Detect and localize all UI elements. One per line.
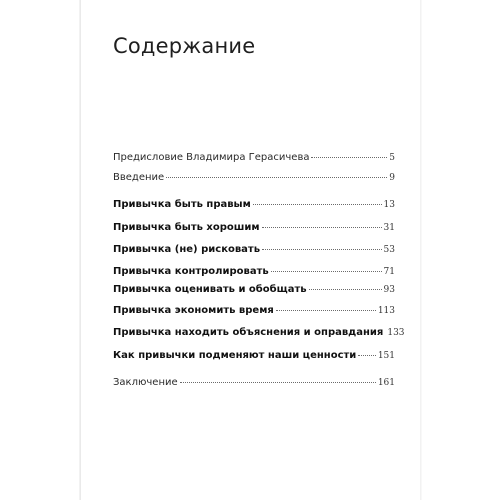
dot-leader (180, 382, 376, 383)
toc-entry-chapter-7[interactable] (113, 326, 405, 340)
toc-entry-page: 5 (389, 153, 395, 163)
toc-entry-preface[interactable] (113, 151, 395, 165)
toc-entry-label: Введение (113, 172, 165, 183)
toc-entry-label: Привычка быть правым (113, 199, 251, 210)
dot-leader (271, 271, 382, 272)
toc-entry-chapter-2[interactable] (113, 221, 395, 235)
toc-entry-label: Привычка находить объяснения и оправдания (113, 327, 384, 338)
toc-entry-chapter-1[interactable] (113, 198, 395, 212)
toc-entry-conclusion[interactable] (113, 376, 395, 390)
toc-entry-label: Как привычки подменяют наши ценности (113, 350, 357, 361)
toc-entry-page: 113 (377, 306, 395, 316)
toc-entry-page: 53 (383, 245, 395, 255)
toc-entry-label: Заключение (113, 377, 178, 388)
toc-entry-page: 151 (377, 351, 395, 361)
toc-entry-label: Предисловие Владимира Герасичева (113, 152, 310, 163)
toc-entry-chapter-8[interactable] (113, 349, 395, 363)
toc-entry-page: 161 (377, 378, 395, 388)
dot-leader (311, 157, 387, 158)
dot-leader (166, 177, 387, 178)
toc-entry-page: 133 (387, 328, 405, 338)
toc-entry-chapter-6[interactable] (113, 304, 395, 318)
toc-entry-page: 31 (383, 223, 395, 233)
dot-leader (253, 204, 382, 205)
toc-entry-label: Привычка (не) рисковать (113, 244, 261, 255)
toc-entry-page: 13 (383, 200, 395, 210)
toc-entry-label: Привычка быть хорошим (113, 222, 260, 233)
page-edge-right (420, 0, 422, 500)
toc-entry-chapter-5[interactable] (113, 283, 395, 297)
toc-entry-chapter-3[interactable] (113, 243, 395, 257)
toc-entry-page: 71 (383, 267, 395, 277)
toc-entry-page: 9 (389, 173, 395, 183)
toc-entry-label: Привычка экономить время (113, 305, 274, 316)
toc-entry-introduction[interactable] (113, 171, 395, 185)
toc-entry-label: Привычка оценивать и обобщать (113, 284, 307, 295)
dot-leader (358, 355, 376, 356)
dot-leader (262, 227, 382, 228)
toc-entry-label: Привычка контролировать (113, 266, 269, 277)
dot-leader (309, 289, 382, 290)
toc-entry-page: 93 (383, 285, 395, 295)
page-title: Содержание (113, 34, 256, 58)
toc-entry-chapter-4[interactable] (113, 265, 395, 279)
dot-leader (262, 249, 382, 250)
dot-leader (276, 310, 376, 311)
